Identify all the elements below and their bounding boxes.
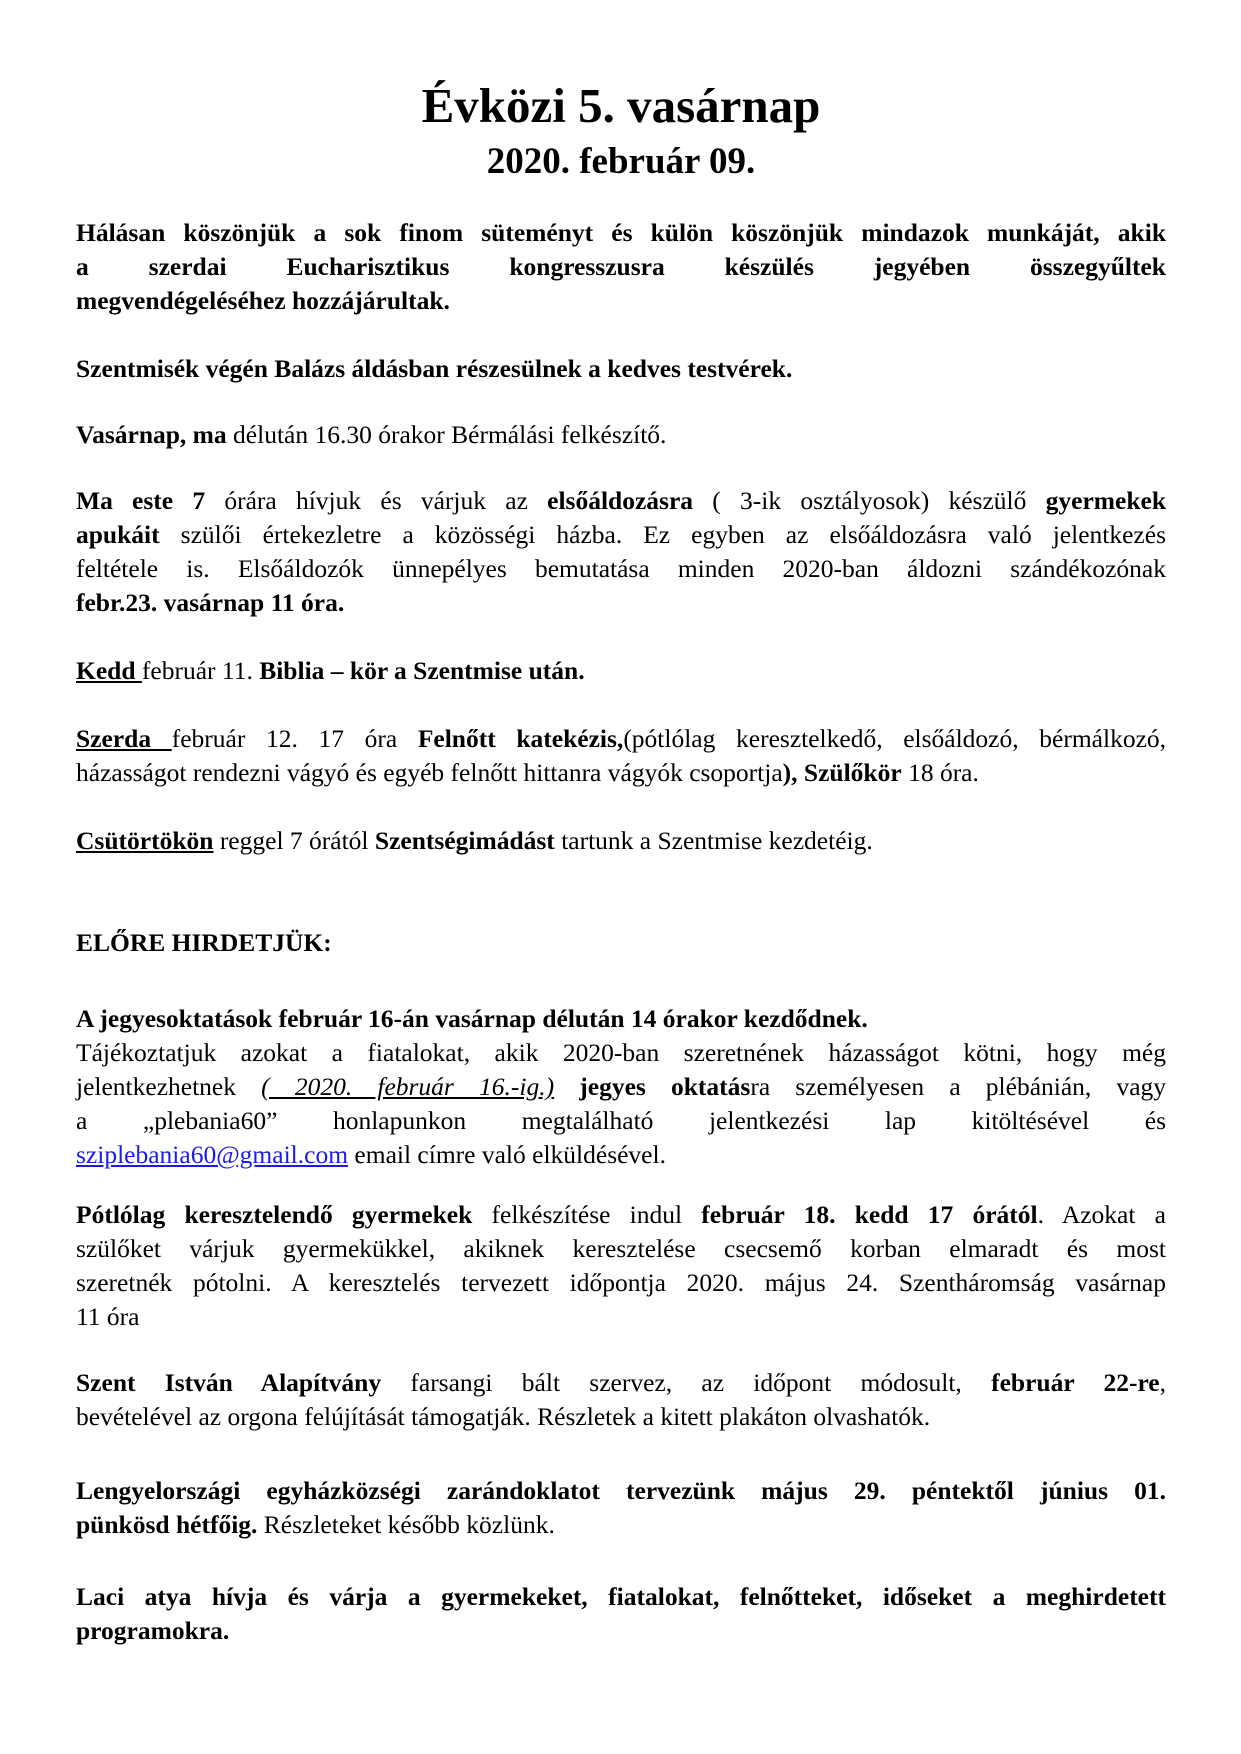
- invitation-paragraph: [76, 1580, 1166, 1648]
- engagement-line-5: [76, 1138, 1166, 1172]
- foundation-line-1: [76, 1366, 1166, 1400]
- foundation-text-2: ,: [1159, 1368, 1166, 1397]
- wednesday-text-3: házasságot rendezni vágyó és egyéb felnőtt hittanra vágyók csoportja: [76, 758, 783, 787]
- foundation-text-1: farsangi bált szervez, az időpont módosult,: [381, 1368, 992, 1397]
- tuesday-event: Biblia – kör a Szentmise után.: [259, 656, 585, 685]
- blessing-text: Szentmisék végén Balázs áldásban részesülnek a kedves testvérek.: [76, 354, 793, 383]
- engagement-line-2: Tájékoztatjuk azokat a fiatalokat, akik 2020-ban szeretnének házasságot kötni, hogy még: [76, 1038, 1166, 1067]
- baptism-text-2: . Azokat a: [1037, 1200, 1166, 1229]
- thursday-bold: Szentségimádást: [374, 826, 555, 855]
- baptism-bold-2: február 18. kedd 17 órától: [701, 1200, 1038, 1229]
- engagement-bold: jegyes oktatás: [579, 1072, 751, 1101]
- announcements-section: [76, 926, 1166, 960]
- invitation-line-1: Laci atya hívja és várja a gyermekeket, fiatalokat, felnőtteket, időseket a meghirdetett: [76, 1582, 1166, 1611]
- engagement-deadline: ( 2020. február 16.-ig.): [261, 1072, 555, 1101]
- sunday-bold: Vasárnap, ma: [76, 420, 227, 449]
- engagement-paragraph: [76, 1002, 1166, 1172]
- foundation-bold-2: február 22-re: [991, 1368, 1160, 1397]
- baptism-bold-1: Pótlólag keresztelendő gyermekek: [76, 1200, 473, 1229]
- engagement-line-3: [76, 1070, 1166, 1104]
- pilgrimage-line-2: [76, 1508, 1166, 1542]
- first-communion-line-3: feltétele is. Elsőáldozók ünnepélyes bemutatása minden 2020-ban áldozni szándékozónak: [76, 554, 1166, 583]
- first-communion-line-2: [76, 518, 1166, 552]
- wednesday-line-2: [76, 756, 1166, 790]
- wednesday-line-1: [76, 722, 1166, 756]
- thanks-paragraph: [76, 216, 1166, 318]
- baptism-line-1: [76, 1198, 1166, 1232]
- wednesday-bold-2: ), Szülőkör: [782, 758, 902, 787]
- first-communion-line-1: [76, 484, 1166, 518]
- engagement-text-2: ra személyesen a plébánián, vagy: [750, 1072, 1167, 1101]
- baptism-paragraph: [76, 1198, 1166, 1334]
- wednesday-text-4: 18 óra.: [901, 758, 979, 787]
- baptism-line-2: szülőket várjuk gyermekükkel, akiknek keresztelése csecsemő korban elmaradt és most: [76, 1234, 1166, 1263]
- wednesday-paragraph: [76, 722, 1166, 790]
- page-title: Évközi 5. vasárnap: [421, 78, 821, 133]
- foundation-line-2: bevételével az orgona felújítását támogatják. Részletek a kitett plakáton olvashatók.: [76, 1402, 931, 1431]
- wednesday-day: Szerda: [76, 724, 172, 753]
- page-date: 2020. február 09.: [486, 141, 756, 182]
- thursday-day: Csütörtökön: [76, 826, 214, 855]
- thursday-text-2: tartunk a Szentmise kezdetéig.: [554, 826, 873, 855]
- fc-bold-1: Ma este 7: [76, 486, 206, 515]
- baptism-line-3: szeretnék pótolni. A keresztelés tervezett időpontja 2020. május 24. Szentháromság vasárnap: [76, 1268, 1166, 1297]
- fc-text-1: órára hívjuk és várjuk az: [205, 486, 548, 515]
- thanks-line-2: a szerdai Eucharisztikus kongresszusra készülés jegyében összegyűltek: [76, 252, 1166, 281]
- invitation-line-2: programokra.: [76, 1616, 230, 1645]
- section-heading: ELŐRE HIRDETJÜK:: [76, 928, 332, 957]
- thanks-line-1: Hálásan köszönjük a sok finom süteményt és külön köszönjük mindazok munkáját, akik: [76, 218, 1166, 247]
- thanks-line-3: megvendégeléséhez hozzájárultak.: [76, 286, 450, 315]
- engagement-line-4: a „plebania60” honlapunkon megtalálható jelentkezési lap kitöltésével és: [76, 1106, 1166, 1135]
- blessing-paragraph: [76, 352, 1166, 386]
- first-communion-paragraph: [76, 484, 1166, 620]
- tuesday-day: Kedd: [76, 656, 142, 685]
- fc-text-2: ( 3-ik osztályosok) készülő: [693, 486, 1046, 515]
- engagement-text-1: jelentkezhetnek: [76, 1072, 262, 1101]
- tuesday-paragraph: [76, 654, 1166, 688]
- foundation-paragraph: [76, 1366, 1166, 1434]
- pilgrimage-text: Részleteket később közlünk.: [257, 1510, 555, 1539]
- baptism-text-1: felkészítése indul: [472, 1200, 702, 1229]
- pilgrimage-paragraph: [76, 1474, 1166, 1542]
- sunday-paragraph: [76, 418, 1166, 452]
- thursday-text-1: reggel 7 órától: [213, 826, 375, 855]
- first-communion-line-4: febr.23. vasárnap 11 óra.: [76, 588, 345, 617]
- engagement-line-1: A jegyesoktatások február 16-án vasárnap délután 14 órakor kezdődnek.: [76, 1004, 868, 1033]
- fc-text-3: szülői értekezletre a közösségi házba. Ez egyben az elsőáldozásra való jelentkezés: [159, 520, 1166, 549]
- thursday-paragraph: [76, 824, 1166, 858]
- wednesday-text-1: február 12. 17 óra: [171, 724, 418, 753]
- wednesday-bold-1: Felnőtt katekézis,: [417, 724, 624, 753]
- foundation-bold-1: Szent István Alapítvány: [76, 1368, 382, 1397]
- sunday-rest: délután 16.30 órakor Bérmálási felkészítő.: [226, 420, 667, 449]
- pilgrimage-line-1: Lengyelországi egyházközségi zarándoklatot tervezünk május 29. péntektől június 01.: [76, 1476, 1166, 1505]
- pilgrimage-bold: pünkösd hétfőig.: [76, 1510, 258, 1539]
- engagement-text-3: email címre való elküldésével.: [348, 1140, 666, 1169]
- fc-bold-4: apukáit: [76, 520, 160, 549]
- baptism-line-4: 11 óra: [76, 1302, 140, 1331]
- fc-bold-3: gyermekek: [1045, 486, 1167, 515]
- email-link[interactable]: sziplebania60@gmail.com: [76, 1140, 349, 1169]
- fc-bold-2: elsőáldozásra: [547, 486, 694, 515]
- wednesday-text-2: (pótlólag keresztelkedő, elsőáldozó, bérmálkozó,: [623, 724, 1167, 753]
- tuesday-date: február 11.: [141, 656, 260, 685]
